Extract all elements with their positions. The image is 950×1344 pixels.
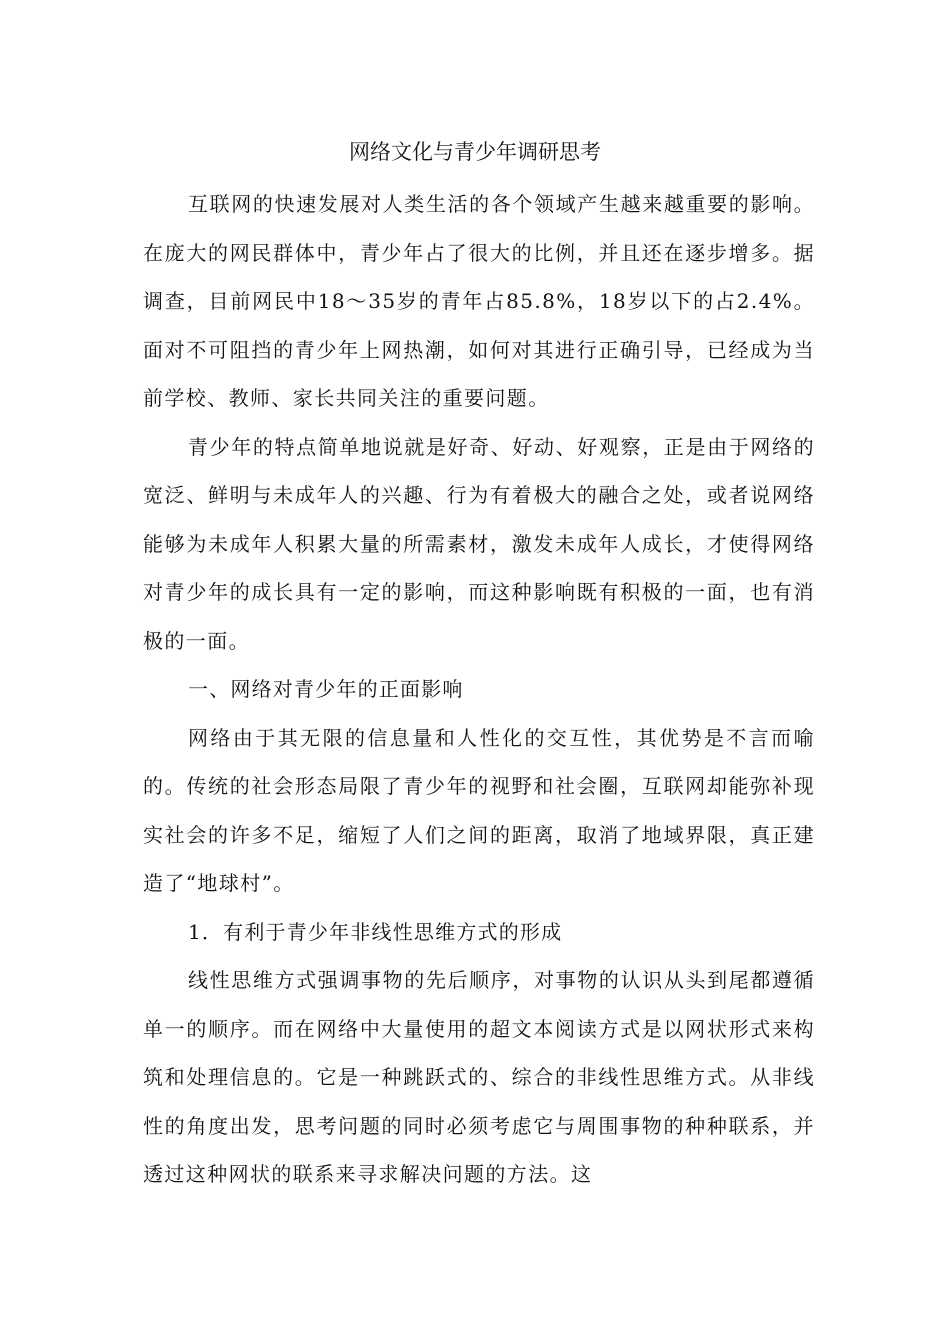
intro-paragraph-2: 青少年的特点简单地说就是好奇、好动、好观察，正是由于网络的宽泛、鲜明与未成年人的兴趣、行为有着极大的融合之处，或者说网络能够为未成年人积累大量的所需素材，激发未成年人成长，才使得网络对青少年的成长具有一定的影响，而这种影响既有积极的一面，也有消极的一面。 (143, 434, 815, 653)
intro-paragraph-1: 互联网的快速发展对人类生活的各个领域产生越来越重要的影响。在庞大的网民群体中，青少年占了很大的比例，并且还在逐步增多。据调查，目前网民中18～35岁的青年占85.8%，18岁以下的占2.4%。面对不可阻挡的青少年上网热潮，如何对其进行正确引导，已经成为当前学校、教师、家长共同关注的重要问题。 (143, 192, 815, 410)
subsection-1-paragraph: 线性思维方式强调事物的先后顺序，对事物的认识从头到尾都遵循单一的顺序。而在网络中大量使用的超文本阅读方式是以网状形式来构筑和处理信息的。它是一种跳跃式的、综合的非线性思维方式。从非线性的角度出发，思考问题的同时必须考虑它与周围事物的种种联系，并透过这种网状的联系来寻求解决问题的方法。这 (143, 968, 815, 1186)
document-title: 网络文化与青少年调研思考 (349, 140, 601, 164)
section-1-paragraph: 网络由于其无限的信息量和人性化的交互性，其优势是不言而喻的。传统的社会形态局限了青少年的视野和社会圈，互联网却能弥补现实社会的许多不足，缩短了人们之间的距离，取消了地域界限，真正建造了“地球村”。 (143, 725, 815, 895)
section-heading-positive-impact: 一、网络对青少年的正面影响 (188, 677, 464, 701)
subsection-heading-nonlinear-thinking: 1．有利于青少年非线性思维方式的形成 (188, 919, 563, 944)
document-body (143, 180, 815, 1199)
